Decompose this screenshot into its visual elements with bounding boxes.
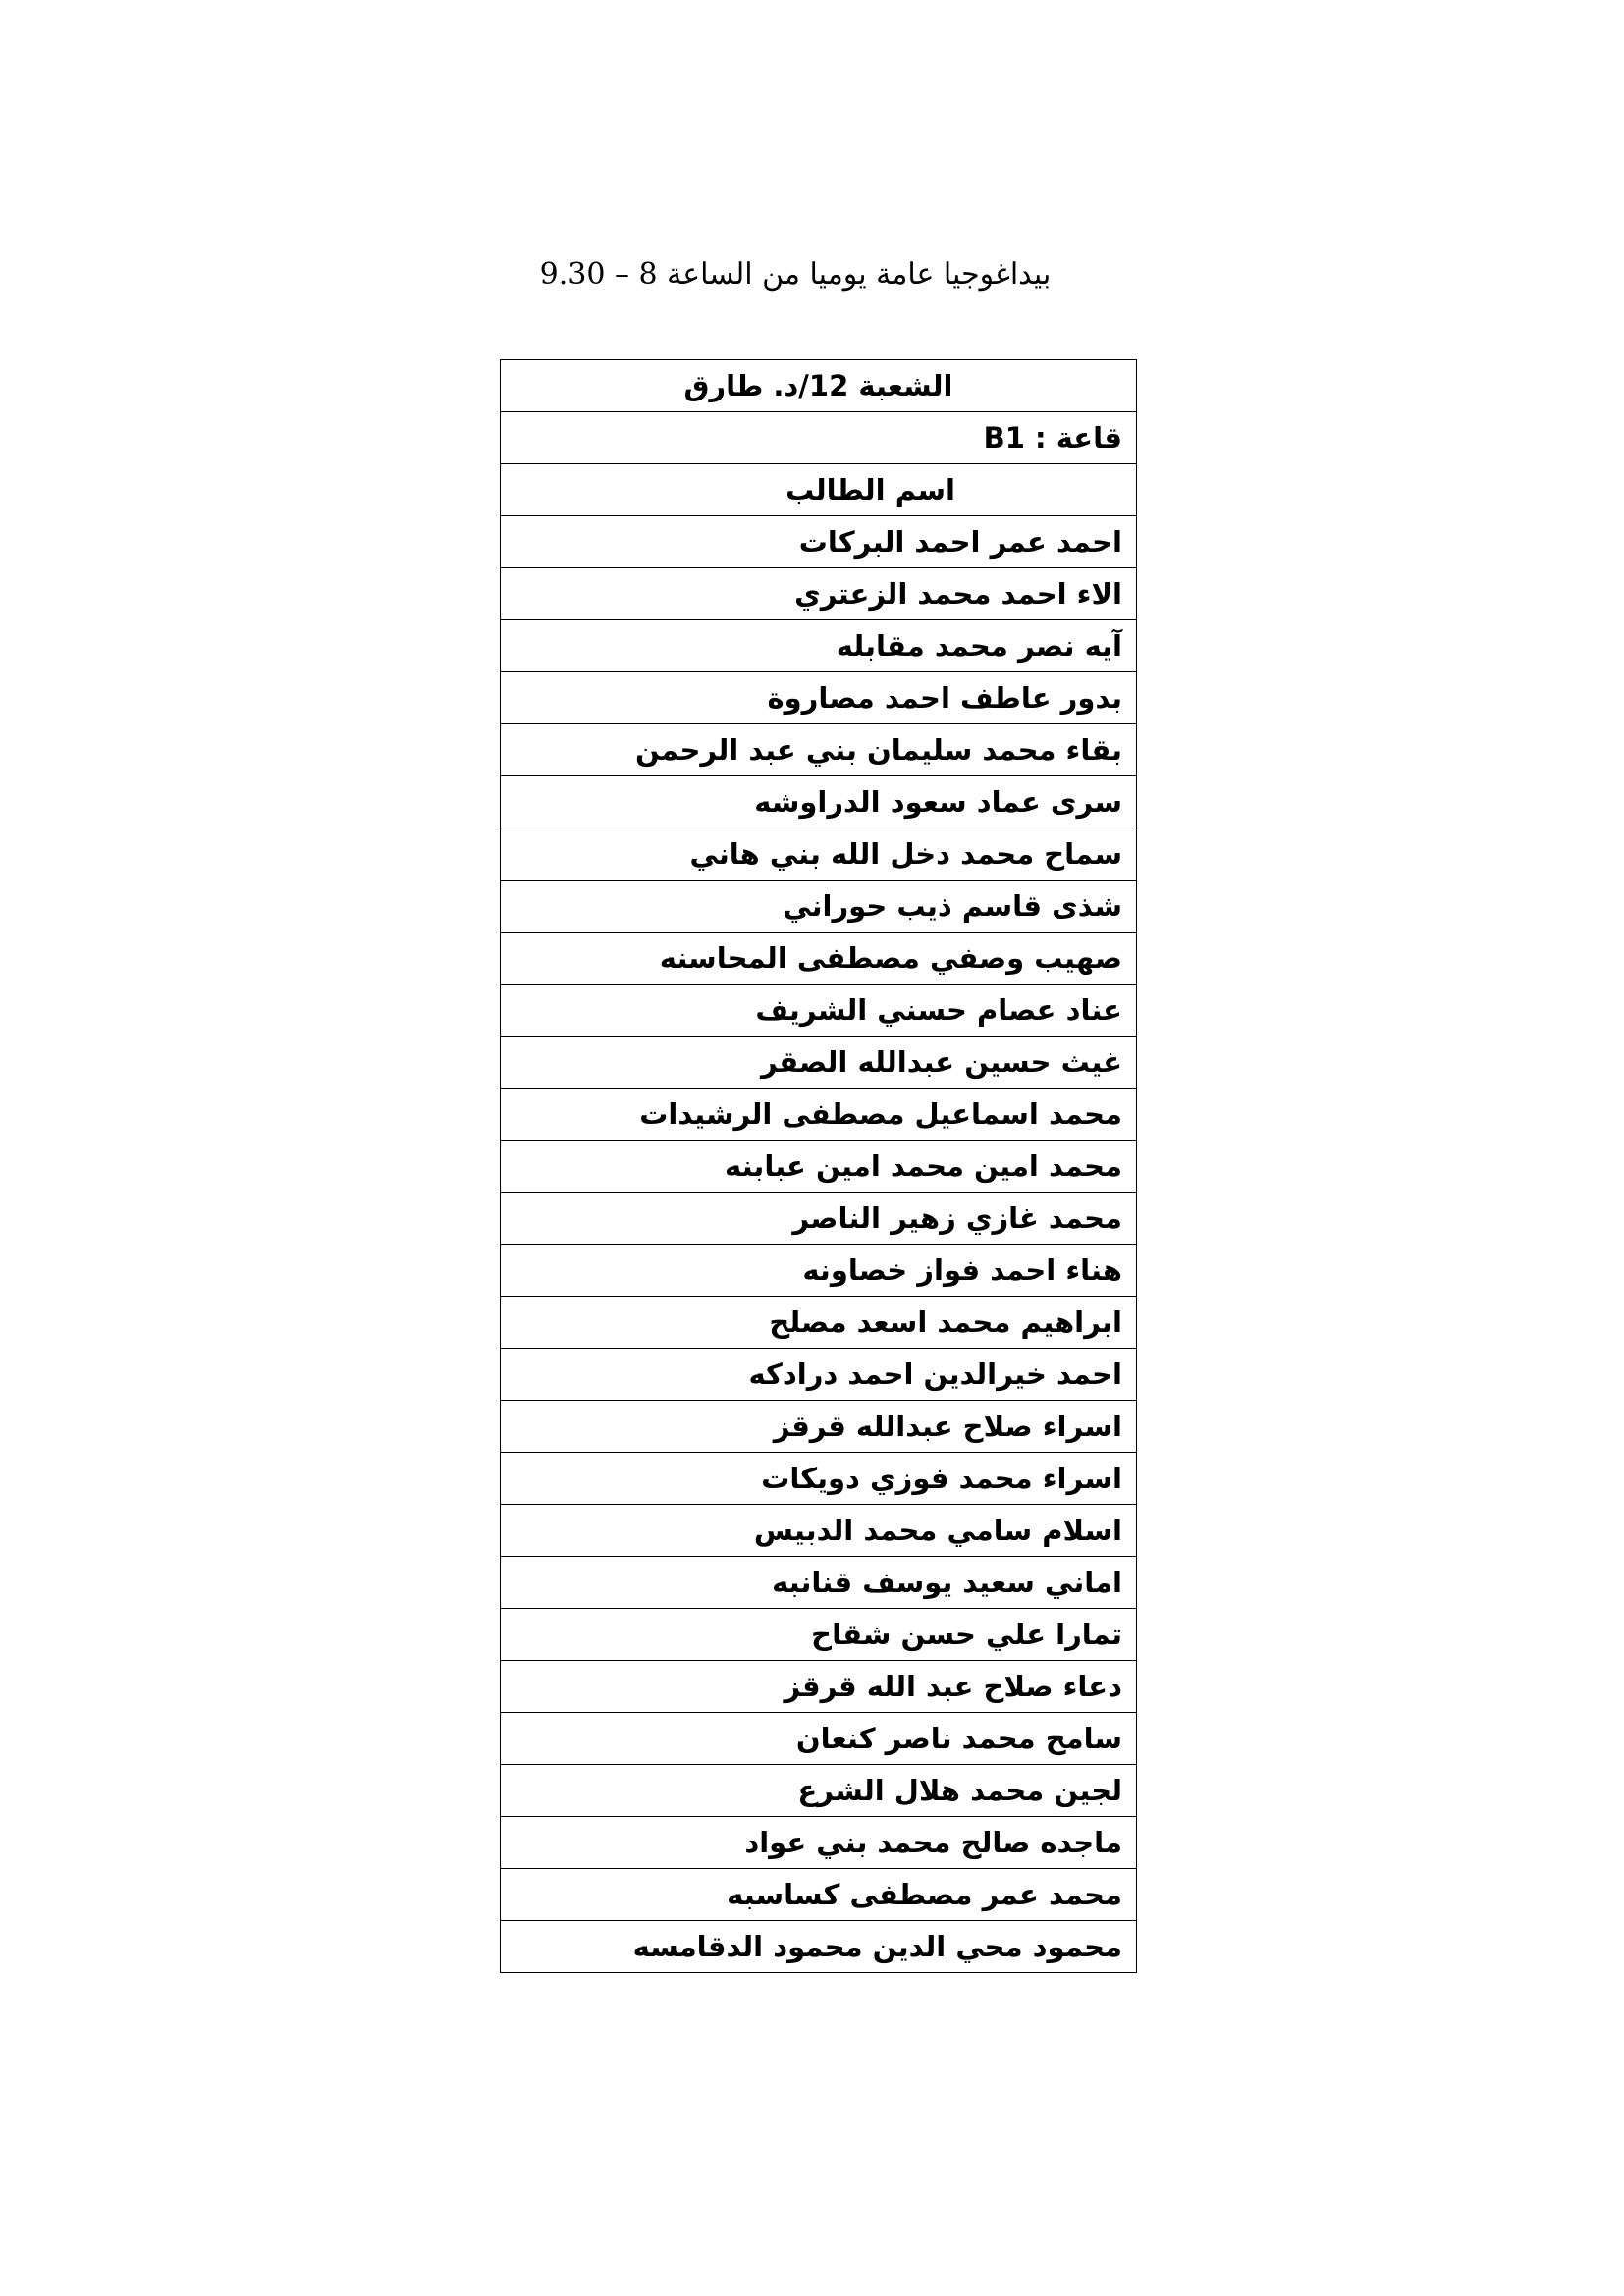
table-row	[501, 1609, 1137, 1661]
student-roster-table	[500, 359, 1137, 1973]
room-cell	[501, 412, 1137, 464]
table-row	[501, 568, 1137, 620]
page-heading: بيداغوجيا عامة يوميا من الساعة 8 – 9.30	[539, 257, 1052, 292]
table-row	[501, 1089, 1137, 1141]
room-value: B1	[983, 421, 1025, 454]
student-name: سرى عماد سعود الدراوشه	[501, 776, 1137, 828]
student-name: محمد امين محمد امين عبابنه	[501, 1141, 1137, 1193]
table-row	[501, 1505, 1137, 1557]
student-name: اسراء محمد فوزي دويكات	[501, 1453, 1137, 1505]
student-name: غيث حسين عبدالله الصقر	[501, 1037, 1137, 1089]
table-row	[501, 1557, 1137, 1609]
student-name: اسراء صلاح عبدالله قرقز	[501, 1401, 1137, 1453]
student-name: ماجده صالح محمد بني عواد	[501, 1817, 1137, 1869]
table-row	[501, 1921, 1137, 1973]
table-row	[501, 1661, 1137, 1713]
table-row	[501, 1401, 1137, 1453]
student-name: بقاء محمد سليمان بني عبد الرحمن	[501, 724, 1137, 776]
room-row	[501, 412, 1137, 464]
table-row	[501, 1037, 1137, 1089]
table-row	[501, 620, 1137, 672]
table-row	[501, 881, 1137, 933]
table-row	[501, 1869, 1137, 1921]
student-name: عناد عصام حسني الشريف	[501, 985, 1137, 1037]
student-name: تمارا علي حسن شقاح	[501, 1609, 1137, 1661]
student-name: محمد غازي زهير الناصر	[501, 1193, 1137, 1245]
table-row	[501, 1713, 1137, 1765]
student-name: شذى قاسم ذيب حوراني	[501, 881, 1137, 933]
student-name: احمد عمر احمد البركات	[501, 516, 1137, 568]
table-row	[501, 1297, 1137, 1349]
table-row	[501, 1817, 1137, 1869]
room-label: قاعة :	[1035, 421, 1122, 454]
table-row	[501, 672, 1137, 724]
student-name: آيه نصر محمد مقابله	[501, 620, 1137, 672]
student-name: لجين محمد هلال الشرع	[501, 1765, 1137, 1817]
student-name: محمد اسماعيل مصطفى الرشيدات	[501, 1089, 1137, 1141]
section-title: الشعبة 12/د. طارق	[501, 360, 1137, 412]
table-row	[501, 985, 1137, 1037]
student-name: سامح محمد ناصر كنعان	[501, 1713, 1137, 1765]
student-name: دعاء صلاح عبد الله قرقز	[501, 1661, 1137, 1713]
table-row	[501, 828, 1137, 881]
student-name: احمد خيرالدين احمد درادكه	[501, 1349, 1137, 1401]
student-name: صهيب وصفي مصطفى المحاسنه	[501, 933, 1137, 985]
table-row	[501, 516, 1137, 568]
table-row	[501, 1193, 1137, 1245]
student-name: ابراهيم محمد اسعد مصلح	[501, 1297, 1137, 1349]
table-row	[501, 933, 1137, 985]
table-row	[501, 724, 1137, 776]
student-name: الاء احمد محمد الزعتري	[501, 568, 1137, 620]
section-title-row	[501, 360, 1137, 412]
student-name: محمد عمر مصطفى كساسبه	[501, 1869, 1137, 1921]
column-header-row	[501, 464, 1137, 516]
student-name: اماني سعيد يوسف قنانبه	[501, 1557, 1137, 1609]
table-row	[501, 1453, 1137, 1505]
table-row	[501, 1141, 1137, 1193]
student-name: محمود محي الدين محمود الدقامسه	[501, 1921, 1137, 1973]
student-name: سماح محمد دخل الله بني هاني	[501, 828, 1137, 881]
table-row	[501, 1349, 1137, 1401]
student-name: اسلام سامي محمد الدبيس	[501, 1505, 1137, 1557]
student-name: هناء احمد فواز خصاونه	[501, 1245, 1137, 1297]
table-row	[501, 1245, 1137, 1297]
student-name-header: اسم الطالب	[501, 464, 1137, 516]
student-name: بدور عاطف احمد مصاروة	[501, 672, 1137, 724]
table-row	[501, 776, 1137, 828]
table-row	[501, 1765, 1137, 1817]
